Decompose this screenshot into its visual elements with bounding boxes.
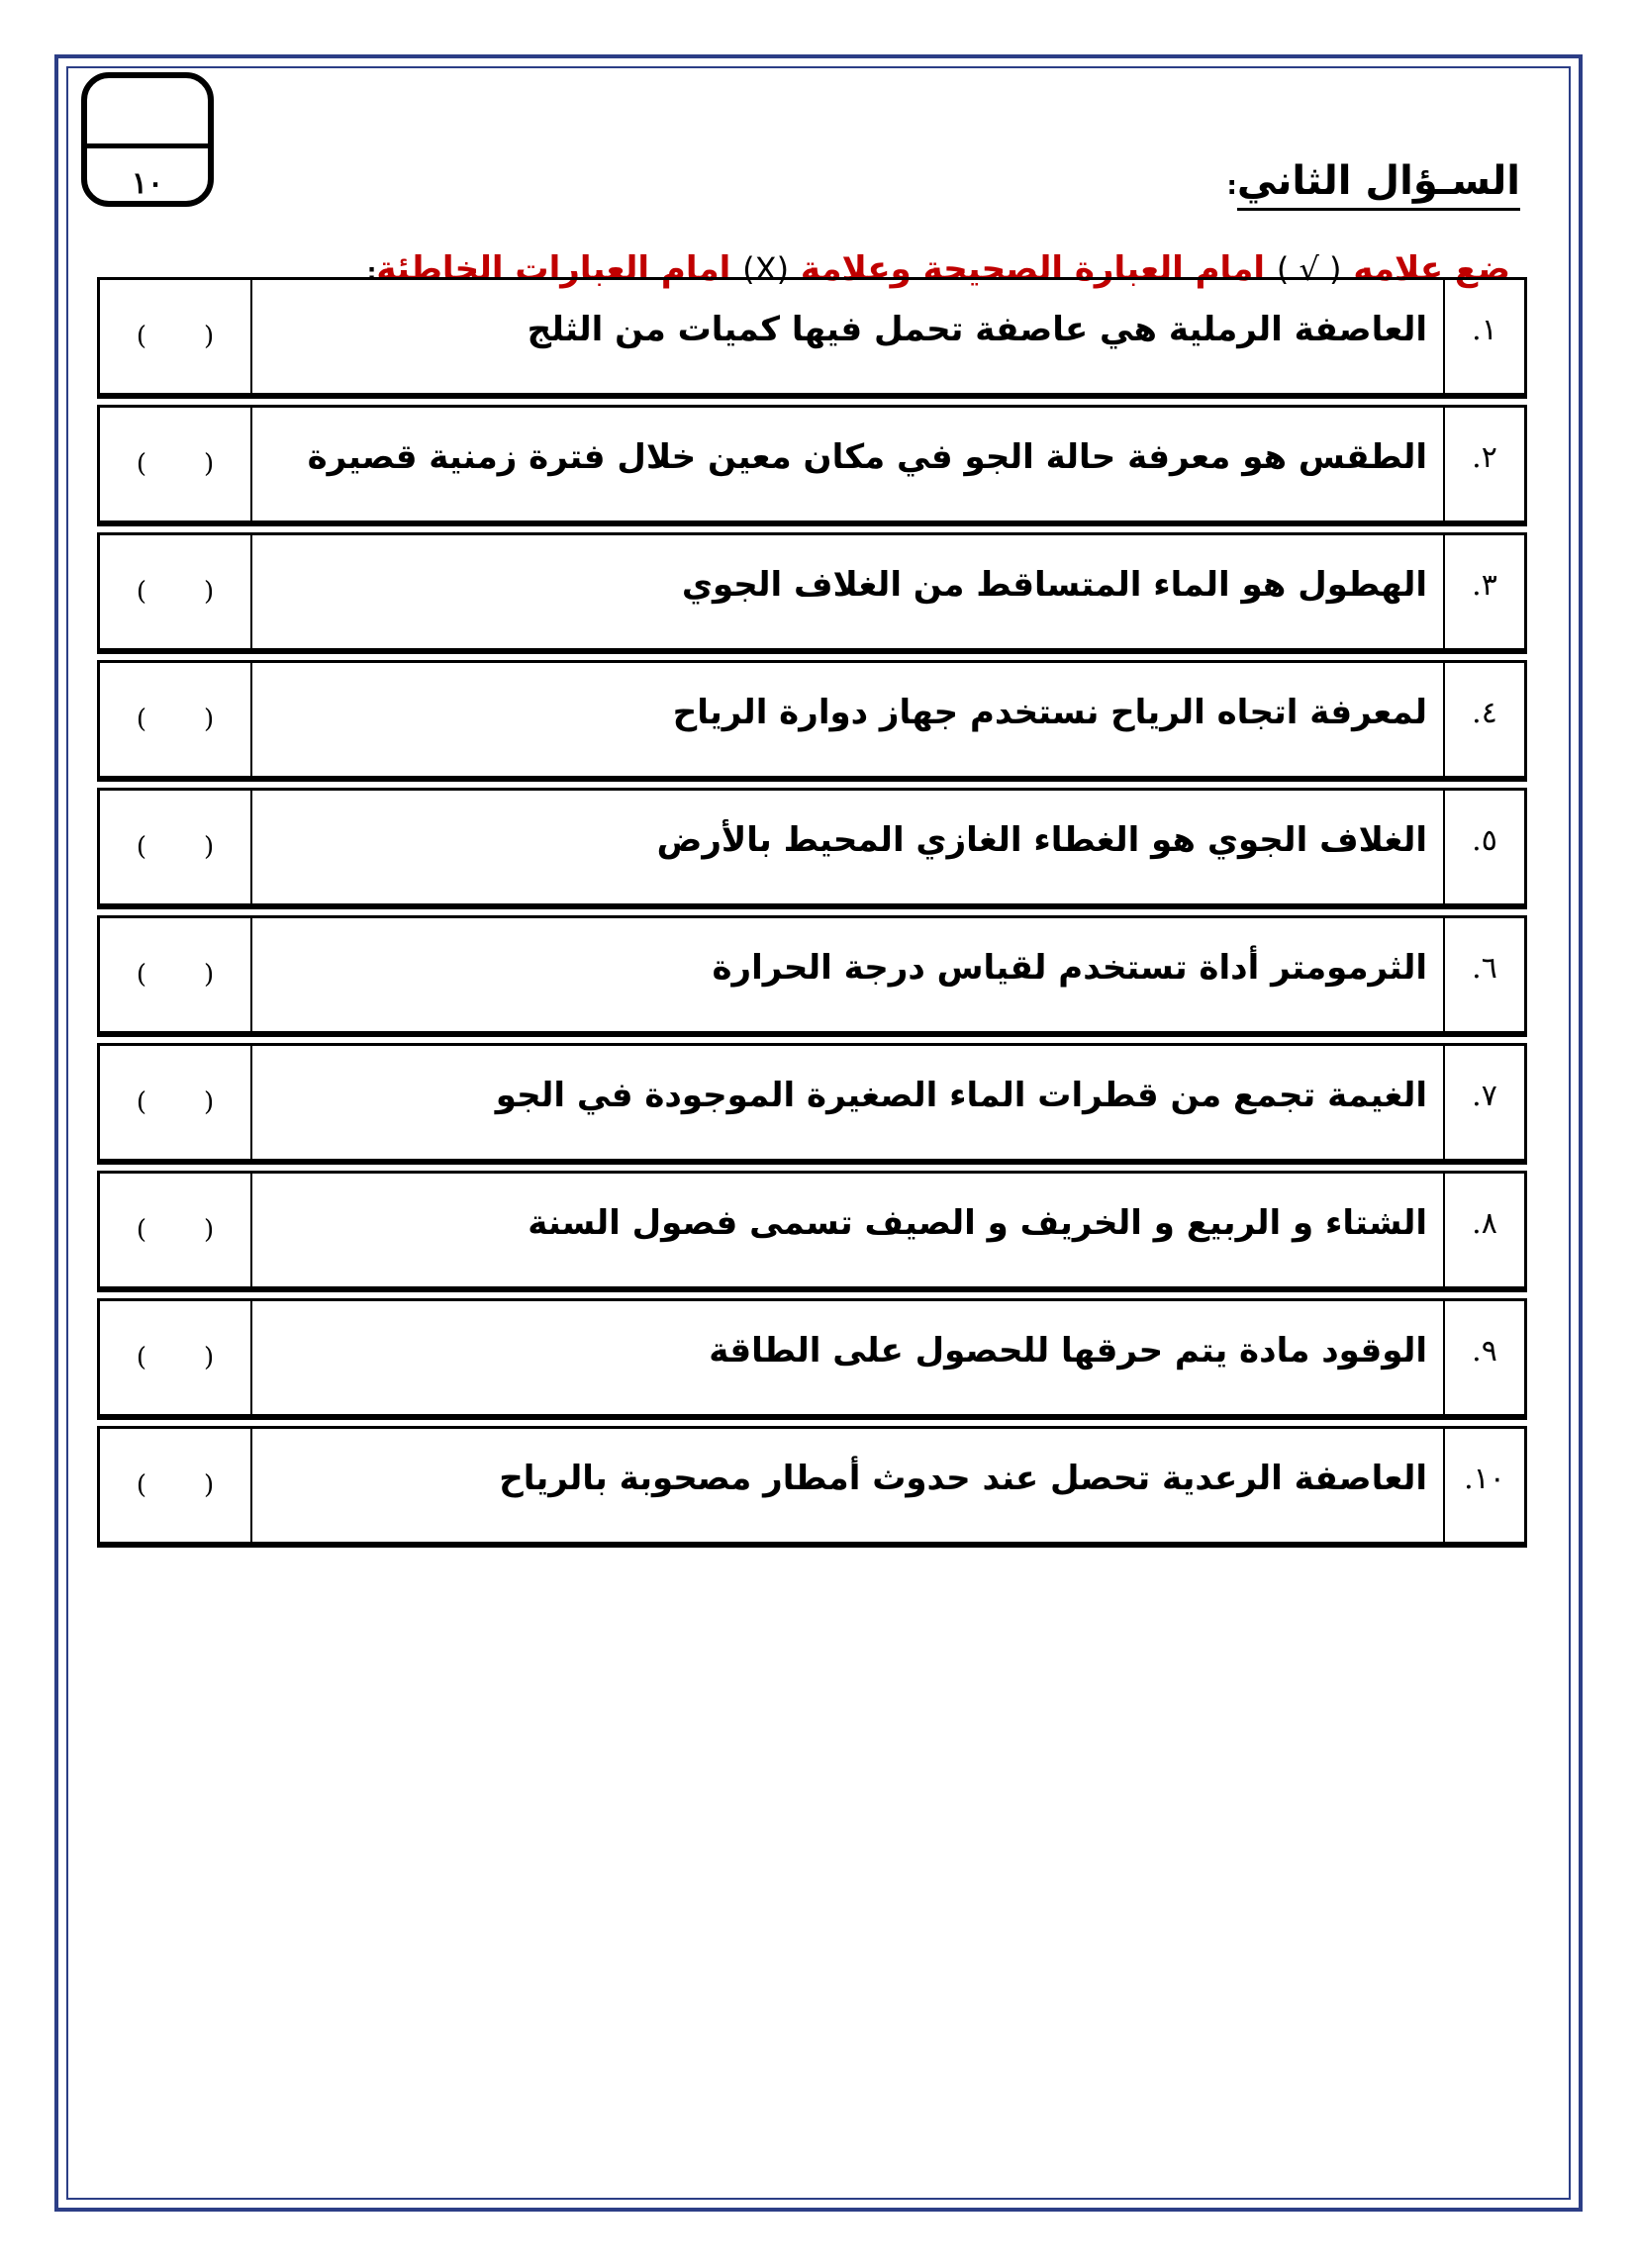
statements-table <box>97 277 1527 1554</box>
answer-open-paren: ( <box>136 960 146 990</box>
answer-open-paren: ( <box>136 449 146 479</box>
table-row <box>97 532 1527 651</box>
answer-close-paren: ) <box>204 1470 215 1500</box>
answer-open-paren: ( <box>136 577 146 607</box>
answer-cell[interactable] <box>100 918 252 1031</box>
statement-text: الهطول هو الماء المتساقط من الغلاف الجوي <box>681 565 1427 605</box>
statement-number: ٤. <box>1443 663 1524 776</box>
table-row <box>97 277 1527 396</box>
statement-text: الثرمومتر أداة تستخدم لقياس درجة الحرارة <box>712 948 1427 988</box>
grade-box <box>81 72 214 207</box>
statement-number: ١٠. <box>1443 1429 1524 1542</box>
answer-cell[interactable] <box>100 663 252 776</box>
table-row <box>97 1298 1527 1417</box>
answer-close-paren: ) <box>204 1343 215 1372</box>
table-row <box>97 788 1527 906</box>
answer-close-paren: ) <box>204 832 215 862</box>
answer-cell[interactable] <box>100 1429 252 1542</box>
answer-open-paren: ( <box>136 705 146 734</box>
answer-cell[interactable] <box>100 1046 252 1159</box>
answer-cell[interactable] <box>100 1301 252 1414</box>
statement-text: الوقود مادة يتم حرقها للحصول على الطاقة <box>709 1331 1427 1370</box>
answer-cell[interactable] <box>100 535 252 648</box>
answer-open-paren: ( <box>136 322 146 351</box>
table-row <box>97 660 1527 779</box>
table-row <box>97 915 1527 1034</box>
instruction-part1: ضع علامه <box>1353 249 1510 289</box>
instruction-colon: : <box>366 258 377 286</box>
answer-close-paren: ) <box>204 705 215 734</box>
answer-open-paren: ( <box>136 1087 146 1117</box>
answer-cell[interactable] <box>100 791 252 903</box>
grade-score: ١٠ <box>131 166 164 201</box>
answer-close-paren: ) <box>204 577 215 607</box>
instruction-part2: امام العبارة الصحيحة وعلامة <box>800 249 1265 289</box>
statement-text: العاصفة الرملية هي عاصفة تحمل فيها كميات من الثلج <box>527 310 1427 349</box>
question-title-colon: : <box>1226 171 1237 201</box>
statement-number: ٦. <box>1443 918 1524 1031</box>
table-row <box>97 1171 1527 1289</box>
answer-close-paren: ) <box>204 960 215 990</box>
answer-close-paren: ) <box>204 1087 215 1117</box>
answer-cell[interactable] <box>100 408 252 520</box>
statement-number: ١. <box>1443 280 1524 393</box>
table-row <box>97 1426 1527 1545</box>
x-mark-symbol: (X) <box>742 250 790 288</box>
statement-number: ٣. <box>1443 535 1524 648</box>
statement-number: ٥. <box>1443 791 1524 903</box>
answer-open-paren: ( <box>136 832 146 862</box>
statement-number: ٨. <box>1443 1174 1524 1286</box>
answer-open-paren: ( <box>136 1215 146 1245</box>
answer-close-paren: ) <box>204 322 215 351</box>
table-row <box>97 405 1527 523</box>
question-title <box>1227 158 1521 204</box>
statement-text: الطقس هو معرفة حالة الجو في مكان معين خلال فترة زمنية قصيرة <box>307 437 1427 477</box>
statement-text: الغيمة تجمع من قطرات الماء الصغيرة الموجودة في الجو <box>495 1076 1427 1115</box>
instruction-part3: امام العبارات الخاطئة <box>376 249 731 289</box>
table-row <box>97 1043 1527 1162</box>
question-title-text: السـؤال الثاني <box>1237 158 1520 211</box>
answer-open-paren: ( <box>136 1343 146 1372</box>
statement-text: العاصفة الرعدية تحصل عند حدوث أمطار مصحوبة بالرياح <box>499 1459 1427 1498</box>
statement-text: الشتاء و الربيع و الخريف و الصيف تسمى فصول السنة <box>528 1203 1427 1243</box>
answer-close-paren: ) <box>204 1215 215 1245</box>
answer-close-paren: ) <box>204 449 215 479</box>
check-mark-symbol: ( √ ) <box>1276 250 1342 288</box>
statement-number: ٩. <box>1443 1301 1524 1414</box>
statement-text: لمعرفة اتجاه الرياح نستخدم جهاز دوارة الرياح <box>672 693 1427 732</box>
statement-text: الغلاف الجوي هو الغطاء الغازي المحيط بالأرض <box>656 820 1427 860</box>
statement-number: ٧. <box>1443 1046 1524 1159</box>
answer-open-paren: ( <box>136 1470 146 1500</box>
grade-box-divider <box>87 143 208 148</box>
statement-number: ٢. <box>1443 408 1524 520</box>
answer-cell[interactable] <box>100 1174 252 1286</box>
answer-cell[interactable] <box>100 280 252 393</box>
